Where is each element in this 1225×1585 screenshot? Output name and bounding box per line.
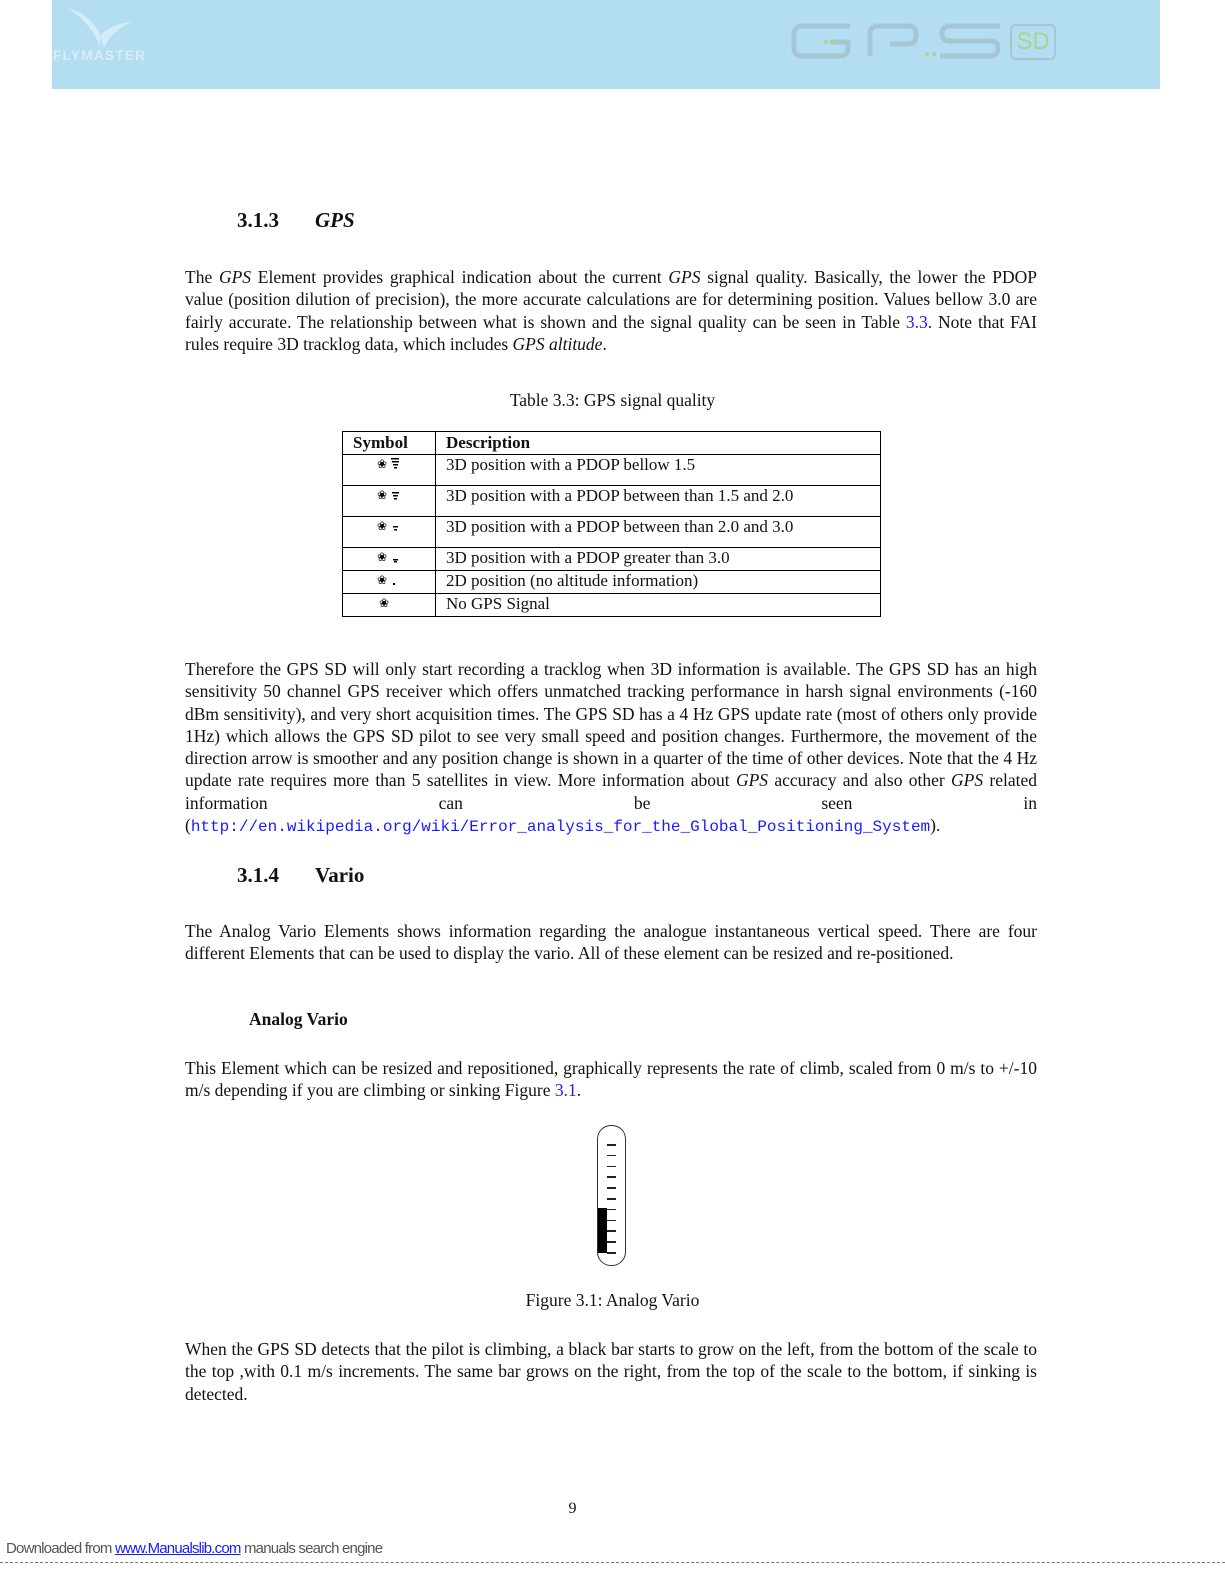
scale-tick [607,1155,616,1157]
manualslib-link[interactable]: www.Manualslib.com [114,1540,241,1557]
table-row [343,486,881,517]
subsection-heading-analog-vario: Analog Vario [249,1009,348,1029]
text: Element provides graphical indication about the current [251,267,669,287]
text: . [602,333,607,354]
column-header: Description [436,432,881,455]
description-cell: 3D position with a PDOP greater than 3.0 [436,548,881,571]
wikipedia-link[interactable]: http://en.wikipedia.org/wiki/Error_analysis_for_the_Global_Positioning_System [190,818,931,837]
table-row [343,548,881,571]
gps-no-signal-icon [343,594,436,617]
scale-tick [607,1230,616,1232]
text: GPS [668,267,701,287]
table-header-row [343,432,881,455]
svg-text:❀: ❀ [377,488,388,501]
vario-behaviour-paragraph: When the GPS SD detects that the pilot is climbing, a black bar starts to grow on the left, from the bottom of the scale to the top ,with 0.1 m/s increments. The same bar grows on the right, from the top of the scale to the bottom, if sinking is detected. [185,1339,1037,1404]
table-row [343,455,881,486]
table-row [343,517,881,548]
svg-text:❀: ❀ [377,519,388,532]
svg-text:❀: ❀ [377,550,388,563]
table-row [343,571,881,594]
text: This Element which can be resized and repositioned, graphically represents the rate of climb, scaled from 0 m/s to +/-10 m/s depending if you are climbing or sinking Figure [185,1058,1037,1101]
page-number: 9 [568,1500,577,1517]
brand-logo-text: FLYMASTER [53,47,147,63]
svg-text:❀: ❀ [379,596,390,609]
gps-signal-3-bars-icon [343,486,436,517]
text: manuals search engine [240,1540,383,1557]
climb-bar [598,1208,607,1253]
analog-vario-gauge [597,1125,626,1266]
text: GPS [735,770,769,791]
svg-text:❀: ❀ [377,457,388,470]
figure-reference-link[interactable]: 3.1 [554,1080,577,1101]
vario-intro-paragraph: The Analog Vario Elements shows information regarding the analogue instantaneous vertical speed. There are four different Elements that can be used to display the vario. All of these element can be resized and re-positioned. [185,921,1037,964]
section-heading-vario [237,863,364,888]
gps-signal-1-bar-icon [343,548,436,571]
footer-divider [0,1562,1225,1563]
scale-tick [607,1144,616,1146]
text: Therefore the GPS SD will only start recording a tracklog when 3D information is available. The GPS SD has an high sensitivity 50 channel GPS receiver which offers unmatched tracking performance in harsh signal environments (-160 dBm sensitivity), and very short acquisition times. The GPS SD has a 4 Hz GPS update rate (most of others only provide 1Hz) which allows the GPS SD pilot to see very small speed and position changes. Furthermore, the movement of the direction arrow is smoother and any position change is shown in a quarter of the time of other devices. Note that the 4 Hz update rate requires more than 5 satellites in view. More information about [185,659,1037,791]
gps-signal-2d-icon [343,571,436,594]
text: GPS [218,267,252,287]
scale-tick [607,1187,616,1189]
description-cell: 2D position (no altitude information) [436,571,881,594]
gps-signal-table [342,431,881,617]
text: Downloaded from [6,1540,115,1557]
text: . Note that FAI rules require 3D tracklog data, which includes [185,311,1037,354]
column-header: Symbol [343,432,436,455]
text: signal quality. Basically, the lower the PDOP value (position dilution of precision), the more accurate calculations are for determining position. Values bellow 3.0 are fairly accurate. The relationship between what is shown and the signal quality can be seen in Table [185,267,1037,332]
section-title: GPS [315,208,355,232]
figure-caption: Figure 3.1: Analog Vario [525,1290,700,1310]
gps-signal-4-bars-icon [343,455,436,486]
scale-tick [607,1252,616,1254]
text: . [576,1080,582,1101]
scale-tick [607,1176,616,1178]
text: related information can be seen in ( [185,770,1037,836]
scale-tick [607,1220,616,1222]
description-cell: 3D position with a PDOP bellow 1.5 [436,455,881,486]
gps-intro-paragraph [185,266,1037,355]
gps-details-paragraph [185,658,1037,838]
text: The [185,267,219,287]
gps-signal-2-bars-icon [343,517,436,548]
sd-badge: SD [1010,24,1056,60]
description-cell: No GPS Signal [436,594,881,617]
section-number: 3.1.3 [237,208,279,232]
table-row [343,594,881,617]
table-caption: Table 3.3: GPS signal quality [509,390,716,410]
text: ). [930,815,941,836]
text: accuracy and also other [768,770,952,791]
scale-tick [607,1166,616,1168]
section-heading-gps [237,208,355,233]
scale-tick [607,1241,616,1243]
section-number: 3.1.4 [237,863,279,887]
svg-text:❀: ❀ [377,573,388,586]
scale-tick [607,1198,616,1200]
section-title: Vario [315,863,365,887]
scale-tick [607,1209,616,1211]
text: GPS altitude [512,333,603,354]
analog-vario-paragraph [185,1057,1037,1102]
text: GPS [951,770,984,791]
description-cell: 3D position with a PDOP between than 1.5 and 2.0 [436,486,881,517]
table-reference-link[interactable]: 3.3 [905,311,928,332]
description-cell: 3D position with a PDOP between than 2.0 and 3.0 [436,517,881,548]
footer [6,1540,382,1557]
